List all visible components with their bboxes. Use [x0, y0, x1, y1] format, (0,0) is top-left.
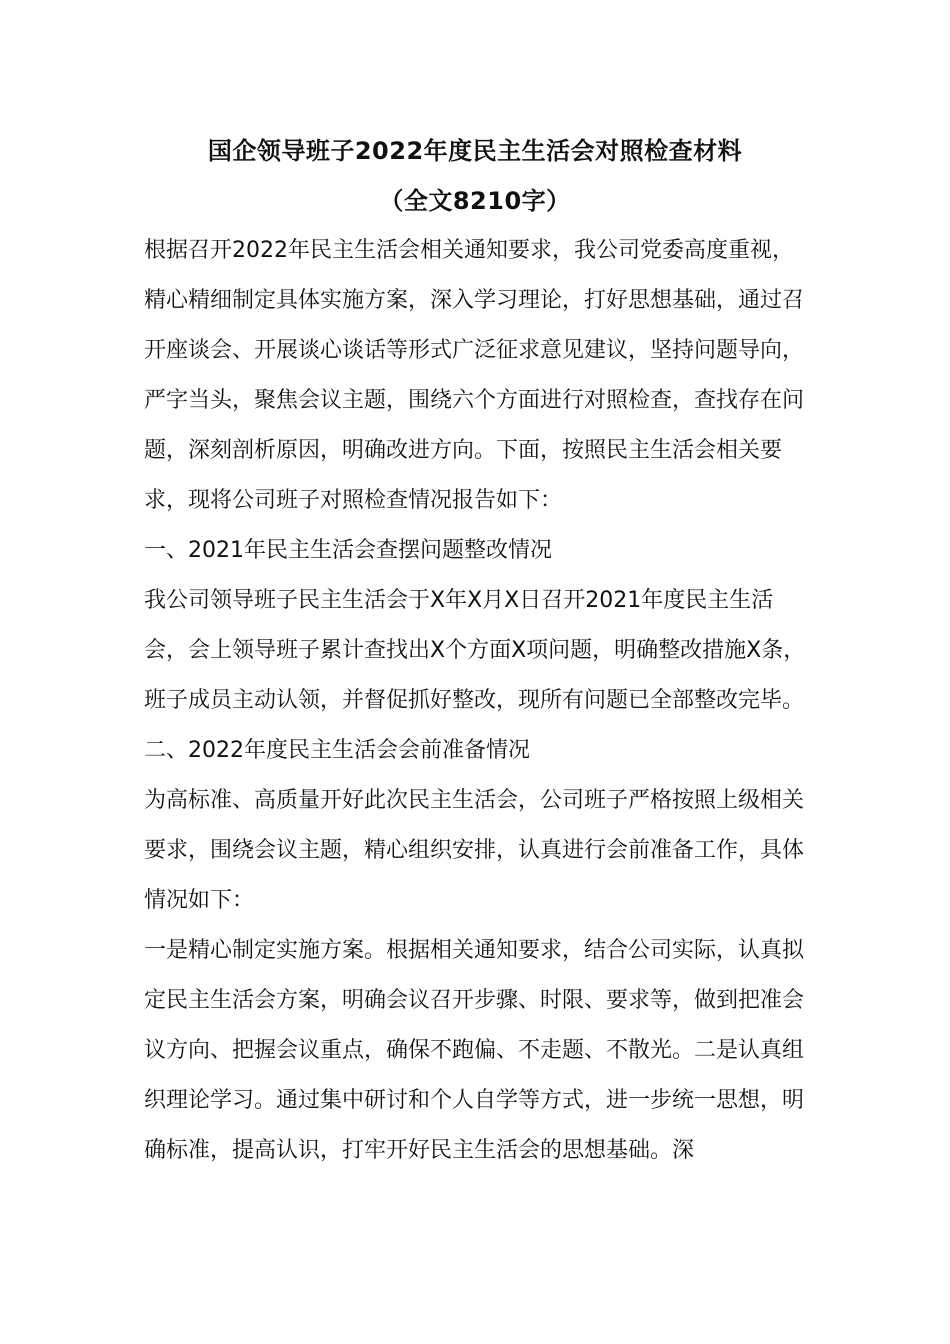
section-2-paragraph: 为高标准、高质量开好此次民主生活会，公司班子严格按照上级相关要求，围绕会议主题，精心组织安排，认真进行会前准备工作，具体情况如下： [144, 788, 805, 913]
intro-paragraph: 根据召开2022年民主生活会相关通知要求，我公司党委高度重视，精心精细制定具体实施方案，深入学习理论，打好思想基础，通过召开座谈会、开展谈心谈话等形式广泛征求意见建议，坚持问题导向，严字当头，聚焦会议主题，围绕六个方面进行对照检查，查找存在问题，深刻剖析原因，明确改进方向。下面，按照民主生活会相关要求，现将公司班子对照检查情况报告如下： [144, 238, 805, 513]
document-title: 国企领导班子2022年度民主生活会对照检查材料 [207, 137, 743, 165]
document-body [144, 226, 810, 1176]
section-heading-1: 一、2021年民主生活会查摆问题整改情况 [144, 538, 552, 563]
section-heading-2: 二、2022年度民主生活会会前准备情况 [144, 738, 530, 763]
section-2-detail-paragraph: 一是精心制定实施方案。根据相关通知要求，结合公司实际，认真拟定民主生活会方案，明确会议召开步骤、时限、要求等，做到把准会议方向、把握会议重点，确保不跑偏、不走题、不散光。二是认真组织理论学习。通过集中研讨和个人自学等方式，进一步统一思想，明确标准，提高认识，打牢开好民主生活会的思想基础。深 [144, 938, 805, 1163]
document-subtitle: （全文8210字） [379, 187, 571, 215]
section-1-paragraph: 我公司领导班子民主生活会于X年X月X日召开2021年度民主生活会，会上领导班子累计查找出X个方面X项问题，明确整改措施X条，班子成员主动认领，并督促抓好整改，现所有问题已全部整改完毕。 [144, 588, 806, 713]
